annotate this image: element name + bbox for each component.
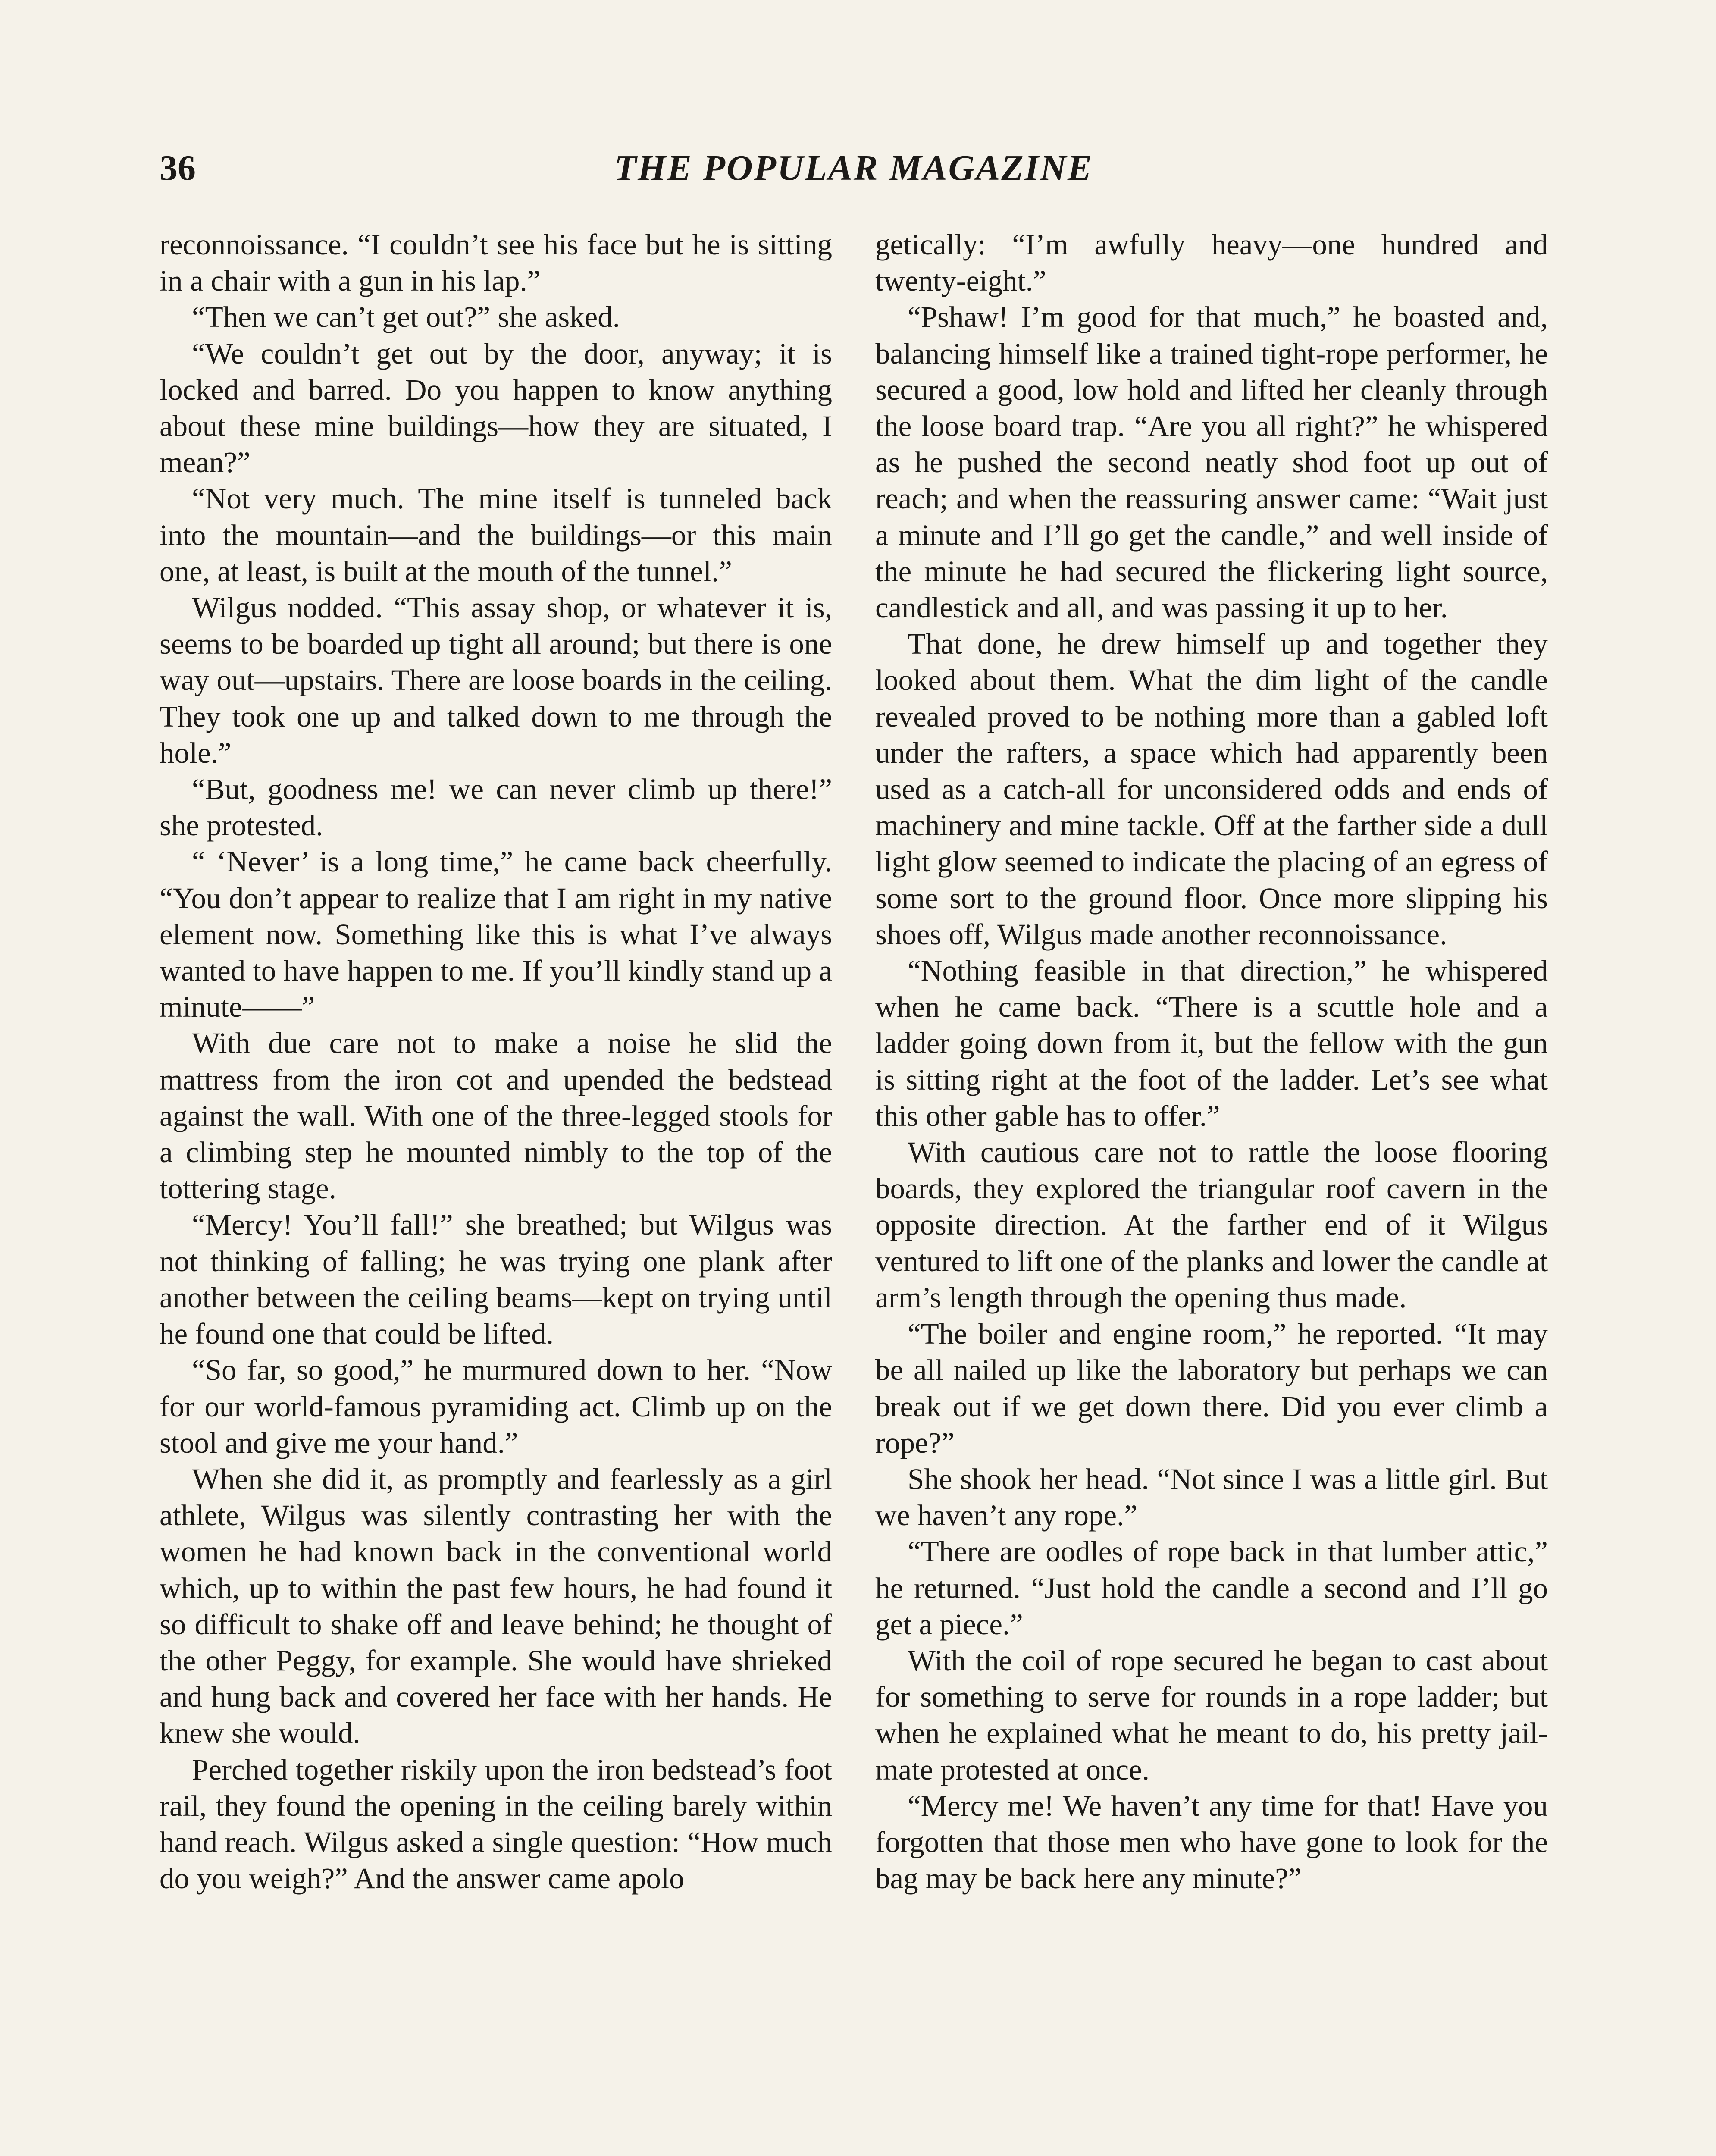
page-header bbox=[160, 142, 1548, 194]
page-number: 36 bbox=[160, 148, 196, 188]
paragraph: getically: “I’m awfully heavy—one hundred and twenty-eight.” bbox=[875, 228, 1548, 298]
paragraph: With cautious care not to rattle the loose flooring boards, they explored the triangular roof cavern in the opposite direction. At the farther end of it Wilgus ventured to lift one of the planks and lower the candle at arm’s length through the opening thus made. bbox=[875, 1136, 1548, 1314]
paragraph: “But, goodness me! we can never climb up there!” she protested. bbox=[160, 773, 832, 842]
paragraph: “Not very much. The mine itself is tunneled back into the mountain—and the buildings—or this main one, at least, is built at the mouth of the tunnel.” bbox=[160, 482, 832, 588]
paragraph: “Mercy me! We haven’t any time for that! Have you forgotten that those men who have gone to look for the bag may be back here any minute?” bbox=[875, 1789, 1548, 1895]
paragraph: “Mercy! You’ll fall!” she breathed; but Wilgus was not thinking of falling; he was trying one plank after another between the ceiling beams—kept on trying until he found one that could be lifted. bbox=[160, 1208, 832, 1351]
paragraph: When she did it, as promptly and fearlessly as a girl athlete, Wilgus was silently contrasting her with the women he had known back in the conventional world which, up to within the past few hours, he had found it so difficult to shake off and leave behind; he thought of the other Peggy, for example. She would have shrieked and hung back and covered her face with her hands. He knew she would. bbox=[160, 1462, 832, 1750]
paragraph: “The boiler and engine room,” he reported. “It may be all nailed up like the laboratory but perhaps we can break out if we get down there. Did you ever climb a rope?” bbox=[875, 1317, 1548, 1459]
paragraph: That done, he drew himself up and together they looked about them. What the dim light of the candle revealed proved to be nothing more than a gabled loft under the rafters, a space which had apparently been used as a catch-all for unconsidered odds and ends of machinery and mine tackle. Off at the farther side a dull light glow seemed to indicate the placing of an egress of some sort to the ground floor. Once more slipping his shoes off, Wilgus made another reconnoissance. bbox=[875, 627, 1548, 951]
paragraph: With the coil of rope secured he began to cast about for something to serve for rounds in a rope ladder; but when he explained what he meant to do, his pretty jailmate protested at once. bbox=[875, 1644, 1548, 1786]
paragraph: “Then we can’t get out?” she asked. bbox=[192, 301, 620, 334]
right-column bbox=[875, 226, 1548, 1896]
paragraph: Perched together riskily upon the iron bedstead’s foot rail, they found the opening in the ceiling barely within hand reach. Wilgus asked a single question: “How much do you weigh?” And the answer came apolo bbox=[160, 1753, 832, 1895]
paragraph: “So far, so good,” he murmured down to her. “Now for our world-famous pyramiding act. Climb up on the stool and give me your hand.” bbox=[160, 1354, 832, 1459]
paragraph: She shook her head. “Not since I was a little girl. But we haven’t any rope.” bbox=[875, 1462, 1548, 1532]
left-column bbox=[160, 226, 832, 1896]
paragraph: reconnoissance. “I couldn’t see his face but he is sitting in a chair with a gun in his lap.” bbox=[160, 228, 832, 298]
paragraph: “Pshaw! I’m good for that much,” he boasted and, balancing himself like a trained tight-rope performer, he secured a good, low hold and lifted her cleanly through the loose board trap. “Are you all right?” he whispered as he pushed the second neatly shod foot up out of reach; and when the reassuring answer came: “Wait just a minute and I’ll go get the candle,” and well inside of the minute he had secured the flickering light source, candlestick and all, and was passing it up to her. bbox=[875, 301, 1548, 624]
paragraph: With due care not to make a noise he slid the mattress from the iron cot and upended the bedstead against the wall. With one of the three-legged stools for a climbing step he mounted nimbly to the top of the tottering stage. bbox=[160, 1027, 832, 1205]
paragraph: “There are oodles of rope back in that lumber attic,” he returned. “Just hold the candle a second and I’ll go get a piece.” bbox=[875, 1535, 1548, 1641]
paragraph: “ ‘Never’ is a long time,” he came back cheerfully. “You don’t appear to realize that I am right in my native element now. Something like this is what I’ve always wanted to have happen to me. If you’ll kindly stand up a minute——” bbox=[160, 845, 832, 1024]
paragraph: “We couldn’t get out by the door, anyway; it is locked and barred. Do you happen to know anything about these mine buildings—how they are situated, I mean?” bbox=[160, 337, 832, 479]
running-title: THE POPULAR MAGAZINE bbox=[614, 148, 1093, 188]
paragraph: Wilgus nodded. “This assay shop, or whatever it is, seems to be boarded up tight all around; but there is one way out—upstairs. There are loose boards in the ceiling. They took one up and talked down to me through the hole.” bbox=[160, 591, 832, 769]
paragraph: “Nothing feasible in that direction,” he whispered when he came back. “There is a scuttle hole and a ladder going down from it, but the fellow with the gun is sitting right at the foot of the ladder. Let’s see what this other gable has to offer.” bbox=[875, 954, 1548, 1132]
